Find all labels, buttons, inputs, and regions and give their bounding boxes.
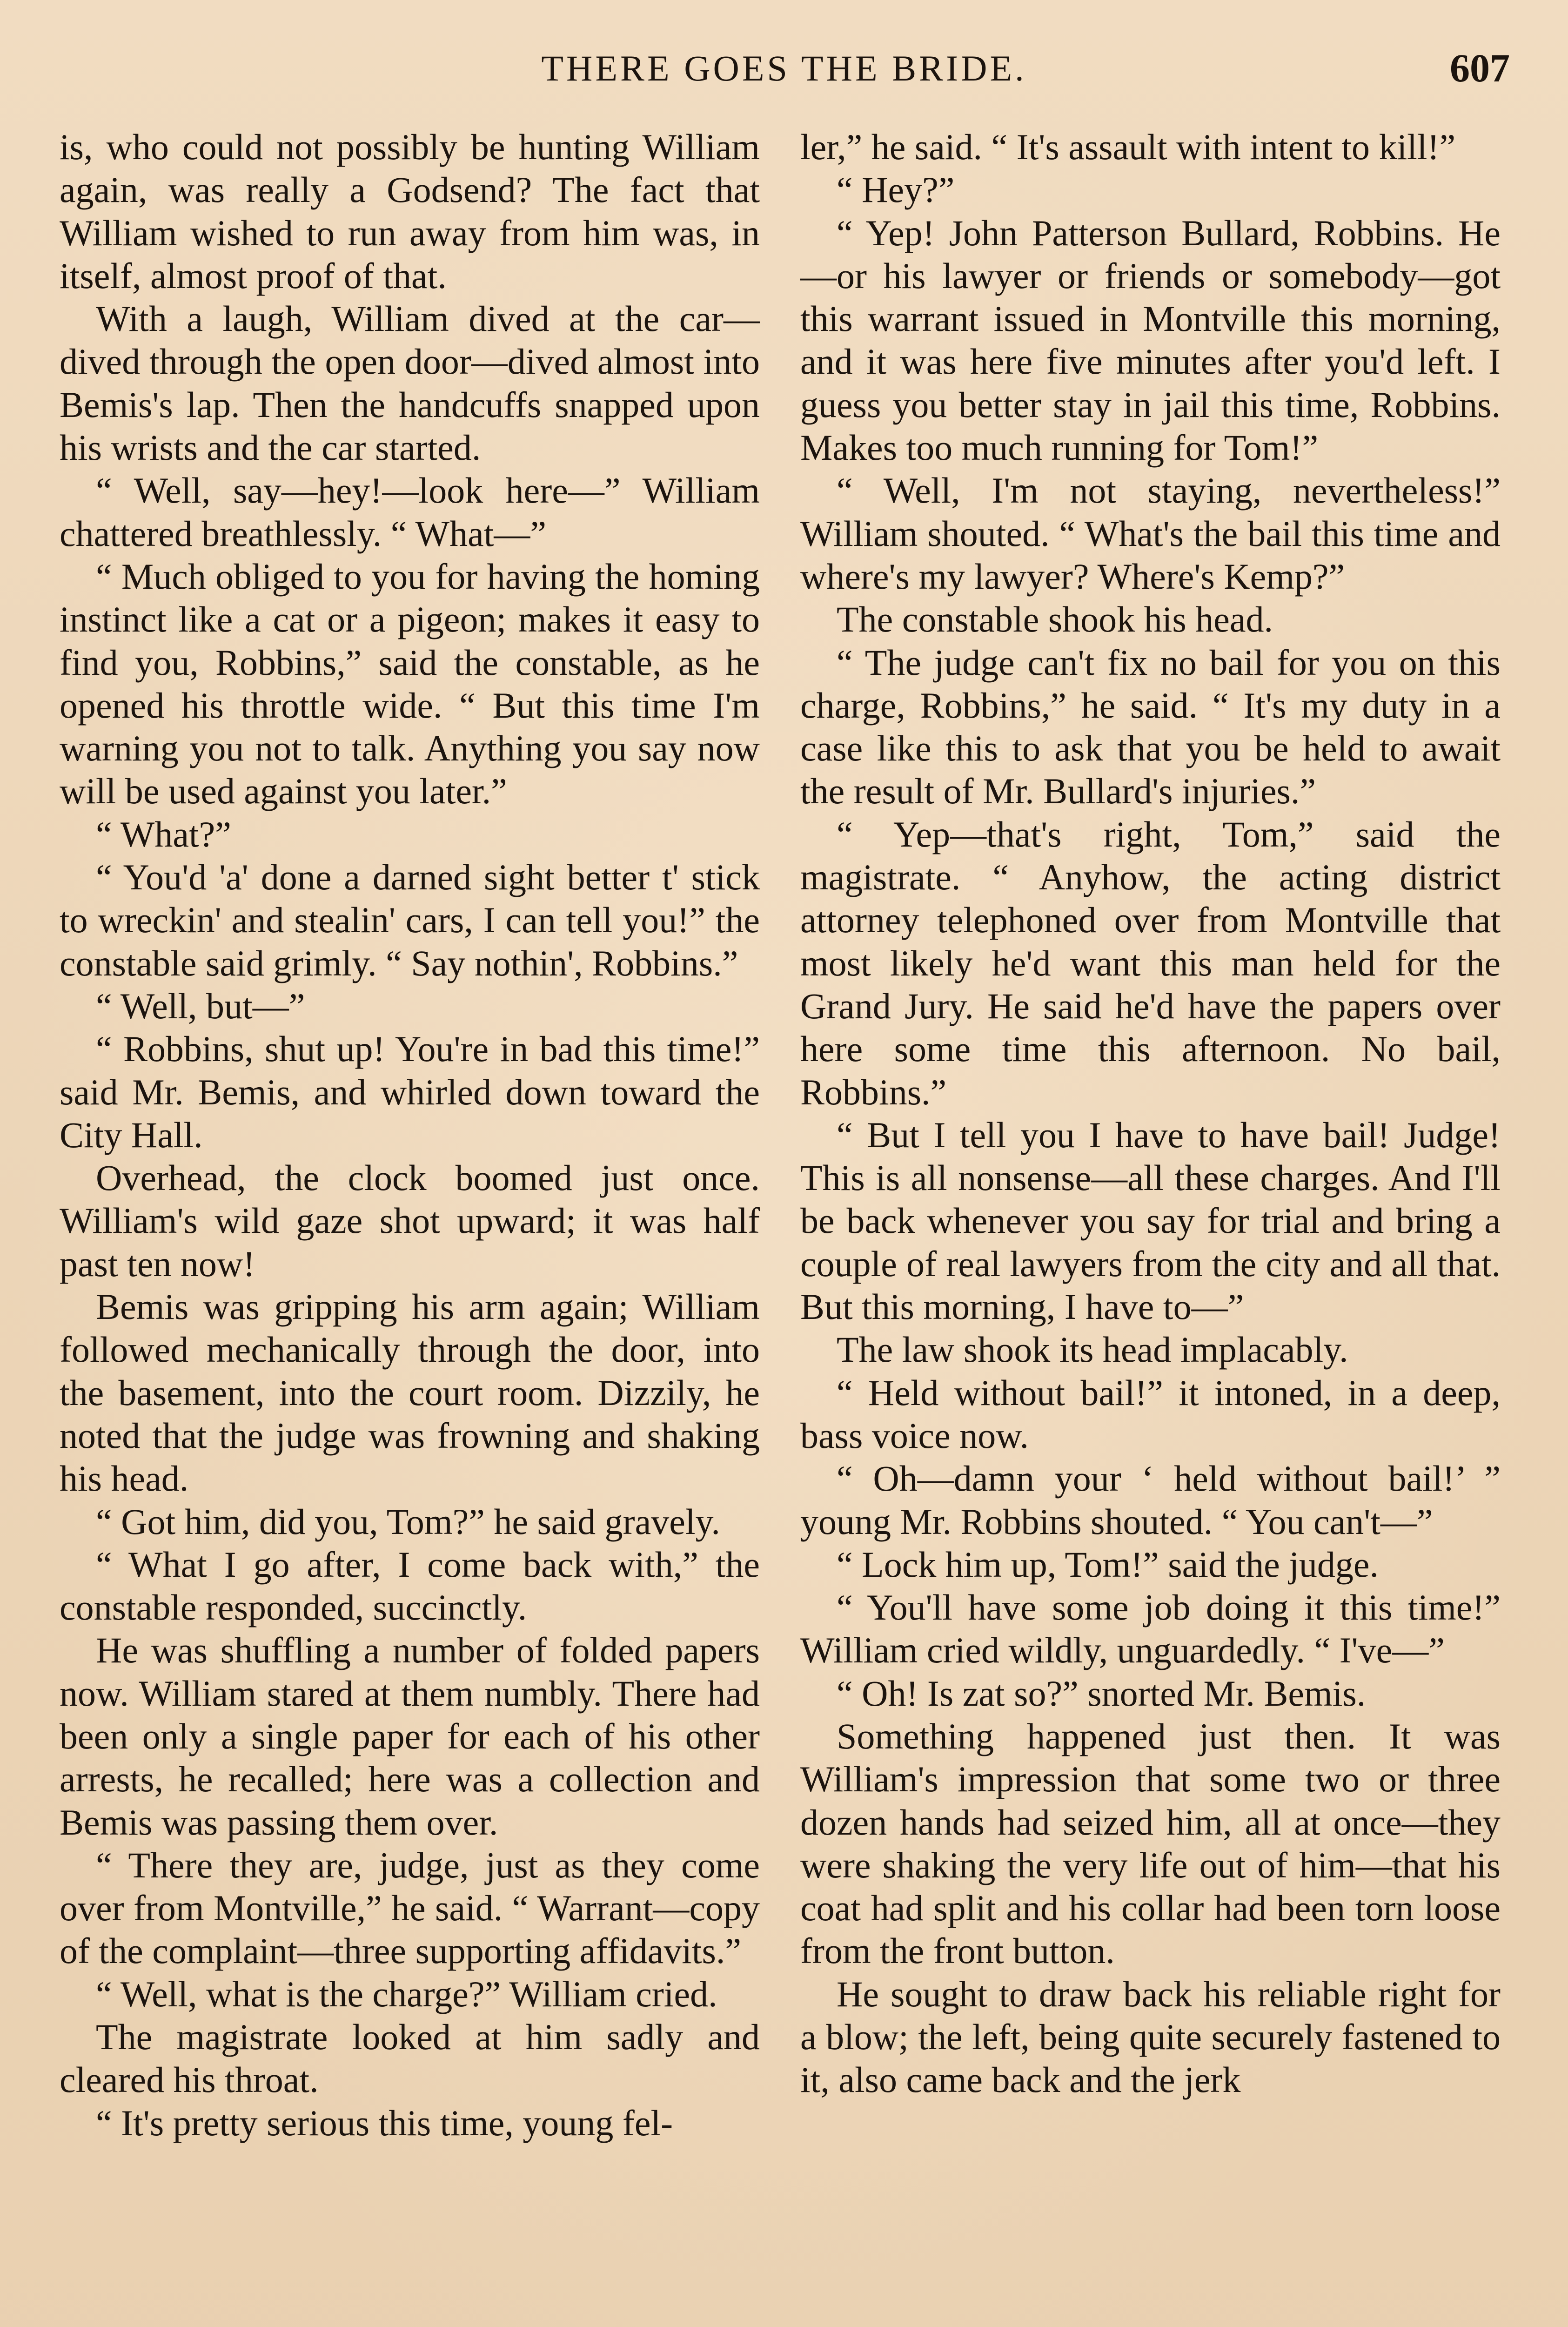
paragraph: “ You'd 'a' done a darned sight better t' stick to wreckin' and stealin' cars, I can tell you!” the constable said grimly. “ Say nothin', Robbins.” — [60, 857, 760, 983]
paragraph: “ Hey?” — [837, 169, 955, 210]
paragraph: The magistrate looked at him sadly and cleared his throat. — [60, 2017, 760, 2100]
paragraph: Something happened just then. It was William's impression that some two or three dozen hands had seized him, all at once—they were shaking the very life out of him—that his coat had split and his collar had been torn loose from the front button. — [800, 1715, 1501, 1971]
paragraph: “ It's pretty serious this time, young fel- — [96, 2102, 673, 2143]
paragraph: “ Well, but—” — [96, 985, 305, 1026]
paragraph: “ You'll have some job doing it this time!” William cried wildly, unguardedly. “ I've—” — [800, 1587, 1501, 1671]
paragraph: “ Much obliged to you for having the homing instinct like a cat or a pigeon; makes it easy to find you, Robbins,” said the constable, as he opened his throttle wide. “ But this time I'm warning you not to talk. Anything you say now will be used against you later.” — [60, 556, 760, 812]
paragraph: Overhead, the clock boomed just once. William's wild gaze shot upward; it was half past ten now! — [60, 1157, 760, 1284]
paragraph: “ Well, I'm not staying, nevertheless!” William shouted. “ What's the bail this time and where's my lawyer? Where's Kemp?” — [800, 470, 1501, 597]
paragraph: “ What?” — [96, 814, 231, 854]
paragraph: “ Oh! Is zat so?” snorted Mr. Bemis. — [837, 1673, 1366, 1714]
paragraph: He was shuffling a number of folded papers now. William stared at them numbly. There had been only a single paper for each of his other arrests, he recalled; here was a collection and Bemis was passing them over. — [60, 1630, 760, 1843]
paragraph: ler,” he said. “ It's assault with intent to kill!” — [800, 127, 1456, 167]
paragraph: “ Well, say—hey!—look here—” William chattered breathlessly. “ What—” — [60, 470, 760, 554]
paragraph: “ Oh—damn your ‘ held without bail!’ ” young Mr. Robbins shouted. “ You can't—” — [800, 1458, 1501, 1542]
paragraph: “ What I go after, I come back with,” the constable responded, succinctly. — [60, 1544, 760, 1628]
paragraph: “ Yep! John Patterson Bullard, Robbins. He—or his lawyer or friends or somebody—got this warrant issued in Montville this morning, and it was here five minutes after you'd left. I guess you better stay in jail this time, Robbins. Makes too much running for Tom!” — [800, 212, 1501, 468]
paragraph: “ Got him, did you, Tom?” he said gravely. — [96, 1501, 720, 1542]
paragraph: “ Lock him up, Tom!” said the judge. — [837, 1544, 1379, 1585]
paragraph: With a laugh, William dived at the car—dived through the open door—dived almost into Bemis's lap. Then the handcuffs snapped upon his wrists and the car started. — [60, 298, 760, 468]
paragraph: The law shook its head implacably. — [837, 1329, 1348, 1370]
paragraph: “ But I tell you I have to have bail! Judge! This is all nonsense—all these charges. And I'll be back whenever you say for trial and bring a couple of real lawyers from the city and all that. But this morning, I have to—” — [800, 1114, 1501, 1327]
right-column — [800, 126, 1501, 2102]
paragraph: Bemis was gripping his arm again; William followed mechanically through the door, into the basement, into the court room. Dizzily, he noted that the judge was frowning and shaking his head. — [60, 1286, 760, 1499]
running-title: THERE GOES THE BRIDE. — [541, 48, 1027, 88]
left-column — [60, 126, 760, 2145]
paragraph: is, who could not possibly be hunting William again, was really a Godsend? The fact that William wished to run away from him was, in itself, almost proof of that. — [60, 127, 760, 296]
running-head — [0, 43, 1568, 99]
paragraph: “ There they are, judge, just as they come over from Montville,” he said. “ Warrant—copy of the complaint—three supporting affidavits.” — [60, 1844, 760, 1971]
paragraph: “ Robbins, shut up! You're in bad this time!” said Mr. Bemis, and whirled down toward the City Hall. — [60, 1029, 760, 1155]
paragraph: The constable shook his head. — [837, 599, 1273, 640]
paragraph: “ Held without bail!” it intoned, in a deep, bass voice now. — [800, 1372, 1501, 1456]
page-number: 607 — [1450, 46, 1510, 90]
paragraph: “ The judge can't fix no bail for you on this charge, Robbins,” he said. “ It's my duty in a case like this to ask that you be held to await the result of Mr. Bullard's injuries.” — [800, 642, 1501, 812]
paragraph: “ Yep—that's right, Tom,” said the magistrate. “ Anyhow, the acting district attorney telephoned over from Montville that most likely he'd want this man held for the Grand Jury. He said he'd have the papers over here some time this afternoon. No bail, Robbins.” — [800, 814, 1501, 1112]
paragraph: He sought to draw back his reliable right for a blow; the left, being quite securely fastened to it, also came back and the jerk — [800, 1973, 1501, 2100]
paragraph: “ Well, what is the charge?” William cried. — [96, 1973, 717, 2014]
